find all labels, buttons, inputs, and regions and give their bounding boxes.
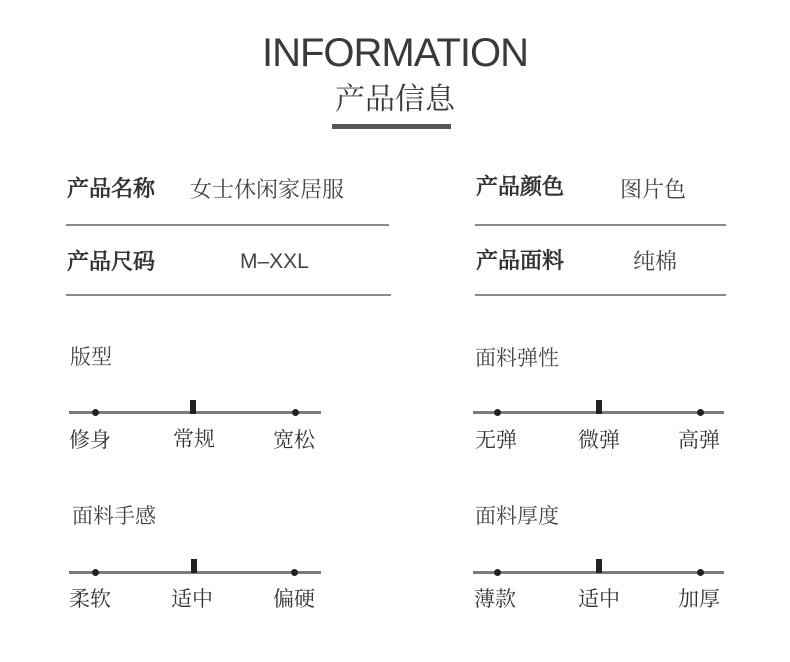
product-fabric-label: 产品面料	[476, 249, 565, 274]
fit-scale-dot	[92, 409, 99, 416]
heading-english: INFORMATION	[261, 31, 528, 75]
thickness-scale-label: 薄款	[474, 587, 516, 611]
product-size-value: M–XXL	[240, 250, 309, 273]
divider	[475, 294, 726, 296]
product-color-value: 图片色	[620, 178, 687, 203]
feel-scale-label: 柔软	[69, 587, 111, 611]
product-size-label: 产品尺码	[67, 250, 156, 275]
thickness-scale-dot	[494, 569, 501, 576]
elasticity-scale-title: 面料弹性	[475, 346, 559, 370]
feel-scale-title: 面料手感	[72, 504, 156, 528]
elasticity-scale-label: 高弹	[678, 428, 720, 452]
thickness-scale-label: 加厚	[678, 587, 720, 611]
fit-scale-label: 常规	[173, 427, 215, 451]
divider	[66, 294, 391, 296]
thickness-scale-marker	[596, 559, 602, 573]
feel-scale-label: 偏硬	[273, 587, 315, 611]
elasticity-scale-dot	[697, 409, 704, 416]
product-name-label: 产品名称	[67, 177, 156, 202]
feel-scale-dot	[291, 569, 298, 576]
fit-scale-label: 修身	[69, 428, 111, 452]
fit-scale-dot	[292, 409, 299, 416]
heading-chinese: 产品信息	[335, 82, 455, 117]
divider	[475, 224, 726, 226]
thickness-scale-dot	[697, 569, 704, 576]
elasticity-scale-dot	[494, 409, 501, 416]
elasticity-scale-label: 无弹	[475, 428, 517, 452]
product-color-label: 产品颜色	[476, 175, 565, 200]
thickness-scale-title: 面料厚度	[475, 504, 559, 528]
feel-scale-label: 适中	[171, 587, 213, 611]
fit-scale-label: 宽松	[273, 428, 315, 452]
thickness-scale-label: 适中	[578, 587, 620, 611]
product-fabric-value: 纯棉	[633, 250, 678, 275]
heading-underline	[332, 124, 451, 129]
feel-scale-dot	[92, 569, 99, 576]
elasticity-scale-marker	[596, 400, 602, 414]
divider	[66, 224, 389, 226]
feel-scale-marker	[191, 559, 197, 573]
fit-scale-marker	[190, 400, 196, 414]
elasticity-scale-label: 微弹	[578, 428, 620, 452]
fit-scale-title: 版型	[70, 345, 112, 369]
product-name-value: 女士休闲家居服	[190, 178, 345, 203]
